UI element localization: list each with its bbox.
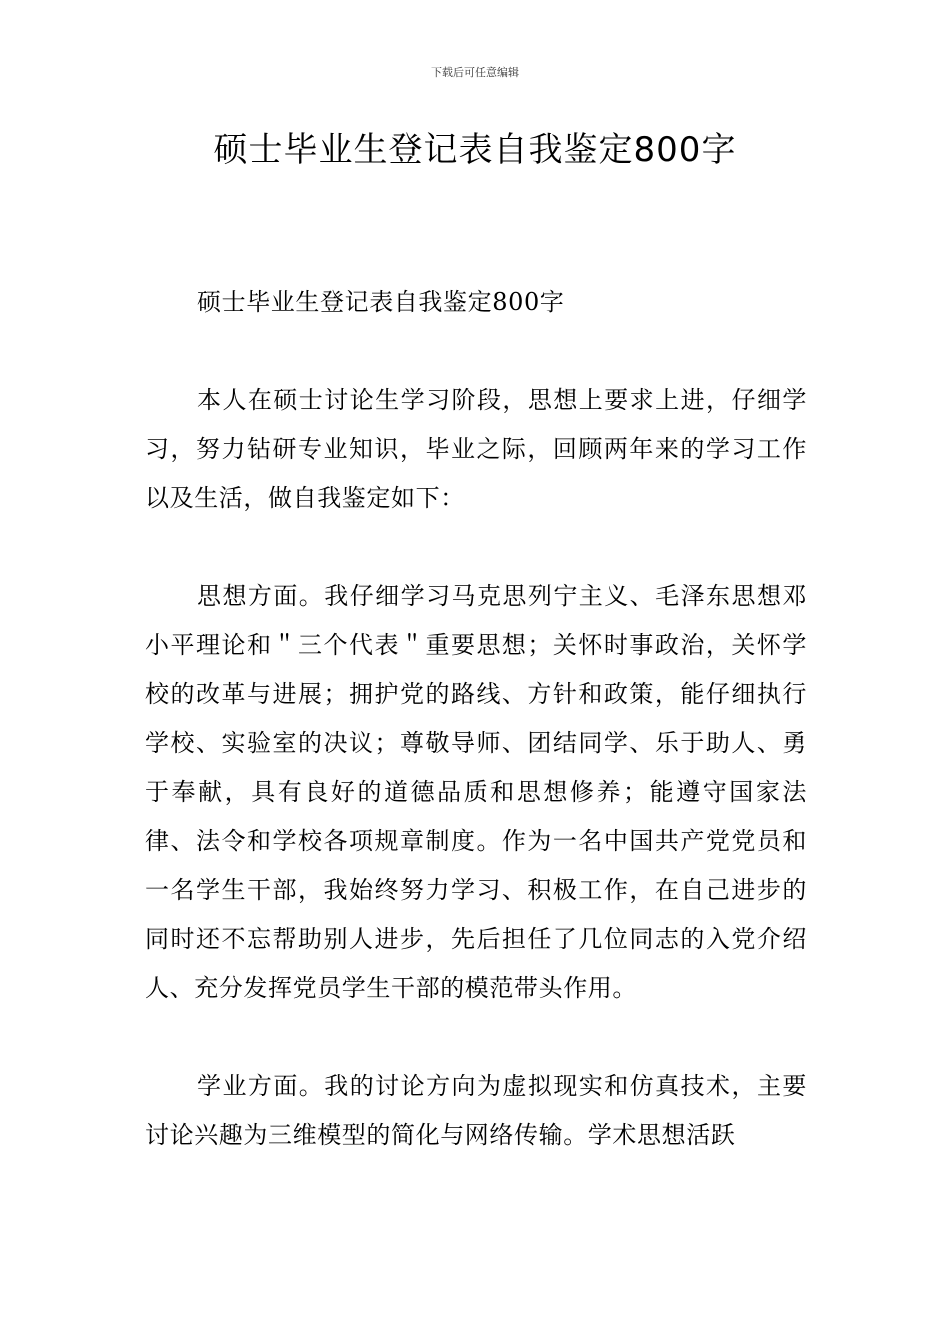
paragraph-gap xyxy=(145,327,807,376)
document-title: 硕士毕业生登记表自我鉴定800字 xyxy=(213,130,737,170)
document-body xyxy=(145,278,807,1160)
paragraph-gap xyxy=(145,1013,807,1062)
paragraph-ideology: 思想方面。我仔细学习马克思列宁主义、毛泽东思想邓小平理论和＂三个代表＂重要思想；关怀时事政治，关怀学校的改革与进展；拥护党的路线、方针和政策，能仔细执行学校、实验室的决议；尊敬导师、团结同学、乐于助人、勇于奉献，具有良好的道德品质和思想修养；能遵守国家法律、法令和学校各项规章制度。作为一名中国共产党党员和一名学生干部，我始终努力学习、积极工作，在自己进步的同时还不忘帮助别人进步，先后担任了几位同志的入党介绍人、充分发挥党员学生干部的模范带头作用。 xyxy=(145,582,807,1002)
paragraph-gap xyxy=(145,523,807,572)
paragraph-academics: 学业方面。我的讨论方向为虚拟现实和仿真技术，主要讨论兴趣为三维模型的简化与网络传输。学术思想活跃 xyxy=(145,1072,807,1149)
paragraph-intro: 本人在硕士讨论生学习阶段，思想上要求上进，仔细学习，努力钻研专业知识，毕业之际，回顾两年来的学习工作以及生活，做自我鉴定如下： xyxy=(145,386,807,512)
document-subtitle: 硕士毕业生登记表自我鉴定800字 xyxy=(197,288,565,316)
header-note: 下载后可任意编辑 xyxy=(431,66,519,79)
